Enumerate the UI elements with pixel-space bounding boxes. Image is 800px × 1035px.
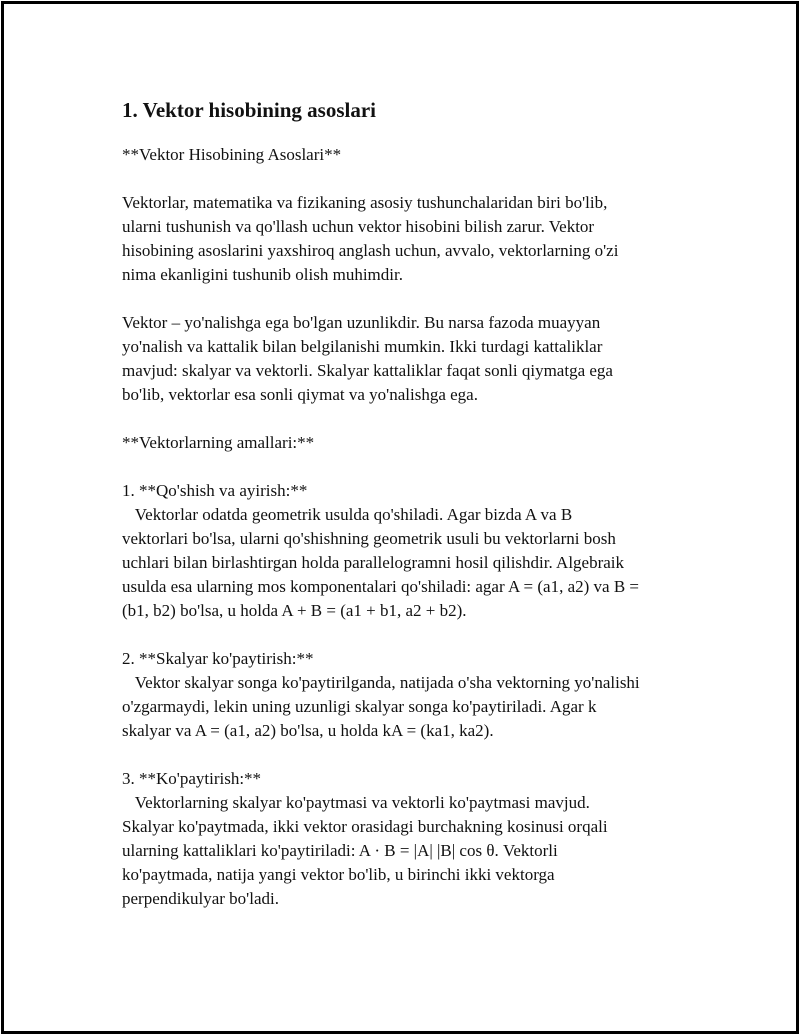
spacer [122, 167, 692, 191]
definition-paragraph: Vektor – yo'nalishga ega bo'lgan uzunlikdir. Bu narsa fazoda muayyan yo'nalish va kattalik bilan belgilanishi mumkin. Ikki turdagi kattaliklar mavjud: skalyar va vektorli. Skalyar kattaliklar faqat sonli qiymatga ega bo'lib, vektorlar esa sonli qiymat va yo'nalishga ega. [122, 313, 613, 404]
spacer [122, 743, 692, 767]
operation-item-1: 1. **Qo'shish va ayirish:** Vektorlar odatda geometrik usulda qo'shiladi. Agar bizda A va B vektorlari bo'lsa, ularni qo'shishning geometrik usuli bu vektorlarni bosh uchlari bilan birlashtirgan holda parallelogramni hosil qilishdir. Algebraik usulda esa ularning mos komponentalari qo'shiladi: agar A = (a1, a2) va B = (b1, b2) bo'lsa, u holda A + B = (a1 + b1, a2 + b2). [122, 481, 640, 620]
bold-heading: **Vektor Hisobining Asoslari** [122, 145, 342, 164]
spacer [122, 455, 692, 479]
document-title: 1. Vektor hisobining asoslari [122, 98, 377, 122]
spacer [122, 407, 692, 431]
operations-heading: **Vektorlarning amallari:** [122, 433, 315, 452]
operation-item-2: 2. **Skalyar ko'paytirish:** Vektor skalyar songa ko'paytirilganda, natijada o'sha vektorning yo'nalishi o'zgarmaydi, lekin uning uzunligi skalyar songa ko'paytiriladi. Agar k skalyar va A = (a1, a2) bo'lsa, u holda kA = (ka1, ka2). [122, 649, 640, 740]
document-content [122, 96, 692, 911]
operation-item-3: 3. **Ko'paytirish:** Vektorlarning skalyar ko'paytmasi va vektorli ko'paytmasi mavjud. Skalyar ko'paytmada, ikki vektor orasidagi burchakning kosinusi orqali ularning kattaliklari ko'paytiriladi: A · B = |A| |B| cos θ. Vektorli ko'paytmada, natija yangi vektor bo'lib, u birinchi ikki vektorga perpendikulyar bo'ladi. [122, 769, 608, 908]
spacer [122, 287, 692, 311]
spacer [122, 623, 692, 647]
intro-paragraph: Vektorlar, matematika va fizikaning asosiy tushunchalaridan biri bo'lib, ularni tushunish va qo'llash uchun vektor hisobini bilish zarur. Vektor hisobining asoslarini yaxshiroq anglash uchun, avvalo, vektorlarning o'zi nima ekanligini tushunib olish muhimdir. [122, 193, 619, 284]
page-frame [1, 1, 799, 1034]
